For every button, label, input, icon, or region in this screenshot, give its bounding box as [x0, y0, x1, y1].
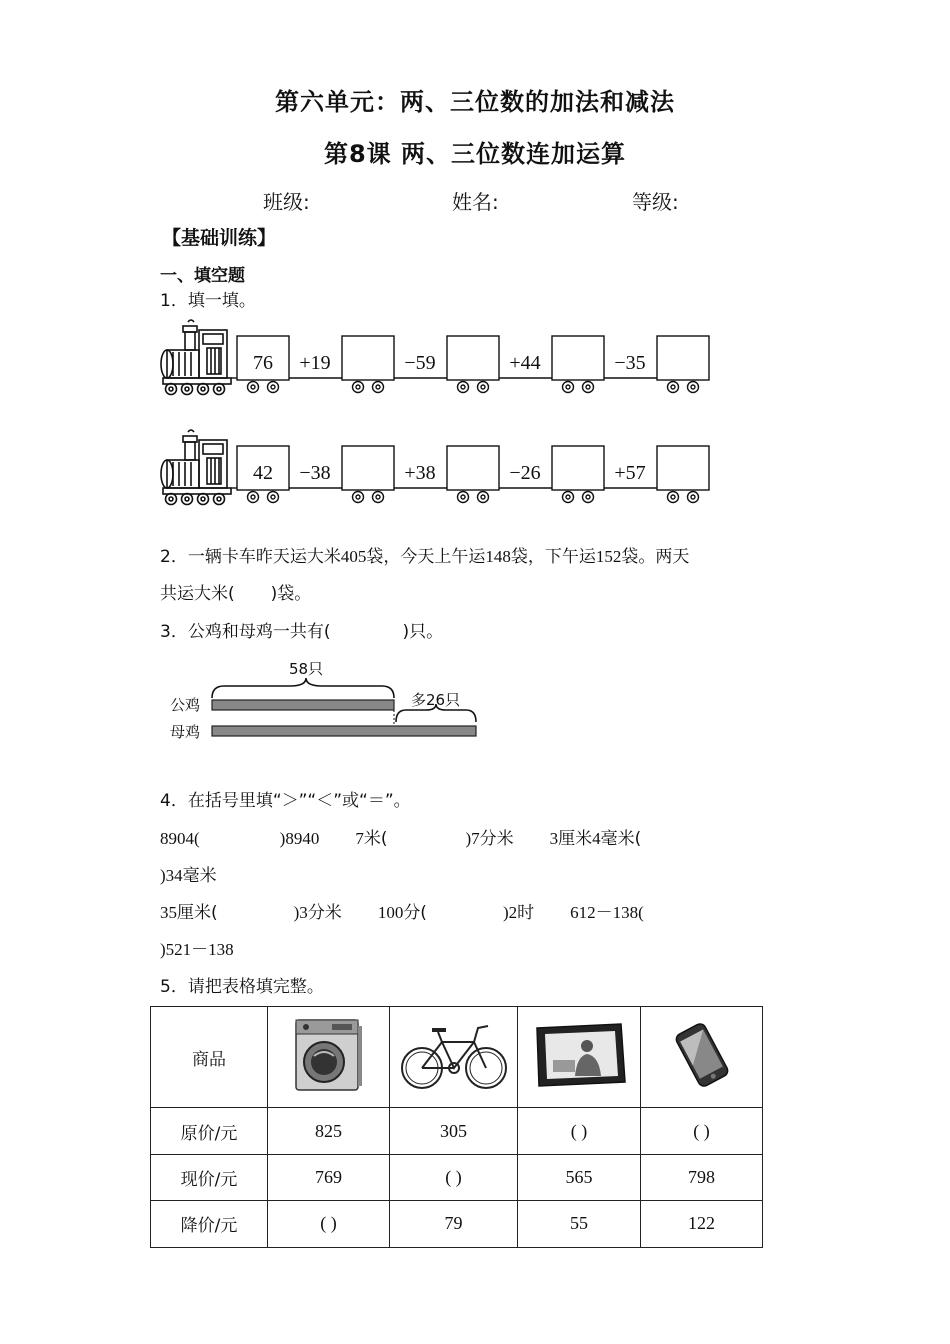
q4-prompt: 4．在括号里填“＞”“＜”或“＝”。 [160, 791, 411, 811]
extra-brace [396, 704, 476, 722]
original-price-phone[interactable]: ( ) [641, 1108, 763, 1154]
train-2-op-1: −38 [299, 462, 331, 484]
q4-r1-h: 厘米 [558, 829, 593, 849]
q4-r3-d: 分米 [307, 903, 342, 923]
q4-r3-i: 612－138( [570, 903, 644, 922]
chicken-diagram [160, 652, 490, 748]
discount-washing-machine[interactable]: ( ) [268, 1200, 390, 1247]
train-1-start-value: 76 [253, 352, 273, 374]
q4-r2-b: 毫米 [182, 866, 217, 886]
hen-bar [212, 726, 476, 736]
unit-title: 第六单元：两、三位数的加法和减法 [275, 88, 675, 116]
q4-r1-b: )8940 [279, 829, 320, 848]
grade-field-label: 等级: [632, 190, 679, 214]
product-tablet [518, 1007, 641, 1108]
name-field-label: 姓名: [452, 190, 499, 214]
train-1-op-3: +44 [509, 352, 541, 374]
train-1 [155, 318, 725, 400]
product-phone [641, 1007, 763, 1108]
q4-r3-e: 100 [377, 903, 404, 922]
q4-r3-f: 分( [403, 903, 427, 923]
q2-line-1 [160, 542, 689, 567]
table-row [151, 1154, 763, 1200]
row-label-original-price: 原价/元 [151, 1108, 268, 1154]
q4-r1-i: 4 [592, 829, 601, 848]
train-1-car-5[interactable] [657, 336, 709, 380]
discount-phone: 122 [641, 1200, 763, 1247]
row-label-discount: 降价/元 [151, 1200, 268, 1247]
q2-text-e: 共运大米( [160, 584, 235, 604]
q3-prompt [160, 617, 443, 642]
train-1-car-3[interactable] [447, 336, 499, 380]
q1-prompt: 1．填一填。 [160, 291, 256, 311]
locomotive-icon [161, 320, 231, 395]
washing-machine-icon [292, 1016, 366, 1094]
section-title: 【基础训练】 [162, 227, 277, 249]
train-2-car-4[interactable] [552, 446, 604, 490]
locomotive-icon [161, 430, 231, 505]
more-label: 多26只 [411, 691, 461, 709]
rooster-bar [212, 700, 394, 710]
q3-text-b: )只。 [402, 622, 444, 642]
product-bicycle [390, 1007, 518, 1108]
q4-r1-g: 3 [549, 829, 559, 848]
train-1-op-2: −59 [404, 352, 436, 374]
train-1-car-4[interactable] [552, 336, 604, 380]
rooster-brace [212, 678, 394, 698]
table-header-row [151, 1007, 763, 1108]
q2-text-a: 2．一辆卡车昨天运大米 [160, 547, 341, 567]
product-washing-machine [268, 1007, 390, 1108]
q2-text-d: 袋。两天 [621, 547, 690, 567]
q4-r3-h: 时 [517, 903, 535, 923]
q4-row-3 [160, 898, 644, 923]
train-2-op-2: +38 [404, 462, 436, 484]
q4-r3-c: )3 [293, 903, 308, 922]
q2-text-b: 袋，今天上午运 [366, 547, 486, 567]
q2-text-f: )袋。 [270, 584, 312, 604]
q4-r1-e: )7 [465, 829, 480, 848]
current-price-phone: 798 [641, 1154, 763, 1200]
q2-num-3: 152 [595, 547, 622, 566]
bicycle-icon [398, 1018, 510, 1092]
current-price-washing-machine: 769 [268, 1154, 390, 1200]
price-table [150, 1006, 763, 1248]
phone-icon [668, 1020, 736, 1090]
original-price-bicycle: 305 [390, 1108, 518, 1154]
q4-r1-c: 7 [355, 829, 364, 848]
original-price-washing-machine: 825 [268, 1108, 390, 1154]
q4-r3-b: 厘米( [177, 903, 218, 923]
q4-r3-a: 35 [160, 903, 177, 922]
train-2-car-3[interactable] [447, 446, 499, 490]
current-price-tablet: 565 [518, 1154, 641, 1200]
train-1-op-4: −35 [614, 352, 646, 374]
q4-row-2 [160, 861, 217, 886]
train-2-car-5[interactable] [657, 446, 709, 490]
q4-r1-d: 米( [363, 829, 388, 849]
table-header-label: 商品 [151, 1007, 268, 1108]
q4-r1-j: 毫米( [600, 829, 642, 849]
q2-num-1: 405 [340, 547, 367, 566]
hen-label: 母鸡 [170, 723, 201, 741]
train-2-op-4: +57 [614, 462, 646, 484]
q3-text-a: 3．公鸡和母鸡一共有( [160, 622, 331, 642]
q2-num-2: 148 [485, 547, 511, 566]
table-row [151, 1108, 763, 1154]
class-field-label: 班级: [263, 190, 310, 214]
discount-tablet: 55 [518, 1200, 641, 1247]
lesson-title: 第8课 两、三位数连加运算 [323, 140, 627, 168]
q4-r1-f: 分米 [479, 829, 514, 849]
q4-r2-a: )34 [160, 866, 183, 885]
q2-line-2 [160, 579, 311, 604]
q2-text-c: 袋，下午运 [510, 547, 596, 567]
rooster-count-label: 58只 [288, 660, 324, 678]
current-price-bicycle[interactable]: ( ) [390, 1154, 518, 1200]
discount-bicycle: 79 [390, 1200, 518, 1247]
row-label-current-price: 现价/元 [151, 1154, 268, 1200]
q4-r3-g: )2 [502, 903, 518, 922]
q4-r1-a: 8904( [160, 829, 200, 848]
train-2-op-3: −26 [509, 462, 541, 484]
part-title: 一、填空题 [160, 266, 245, 286]
q4-row-4 [160, 935, 234, 960]
train-1-car-2[interactable] [342, 336, 394, 380]
q5-prompt: 5．请把表格填完整。 [160, 977, 324, 997]
train-2-car-2[interactable] [342, 446, 394, 490]
tablet-icon [529, 1020, 629, 1090]
q4-r4-a: )521－138 [160, 940, 234, 959]
table-row [151, 1200, 763, 1247]
q4-row-1 [160, 824, 641, 849]
train-1-op-1: +19 [299, 352, 331, 374]
train-2-start-value: 42 [253, 462, 273, 484]
rooster-label: 公鸡 [170, 696, 201, 714]
train-2 [155, 428, 725, 510]
original-price-tablet[interactable]: ( ) [518, 1108, 641, 1154]
